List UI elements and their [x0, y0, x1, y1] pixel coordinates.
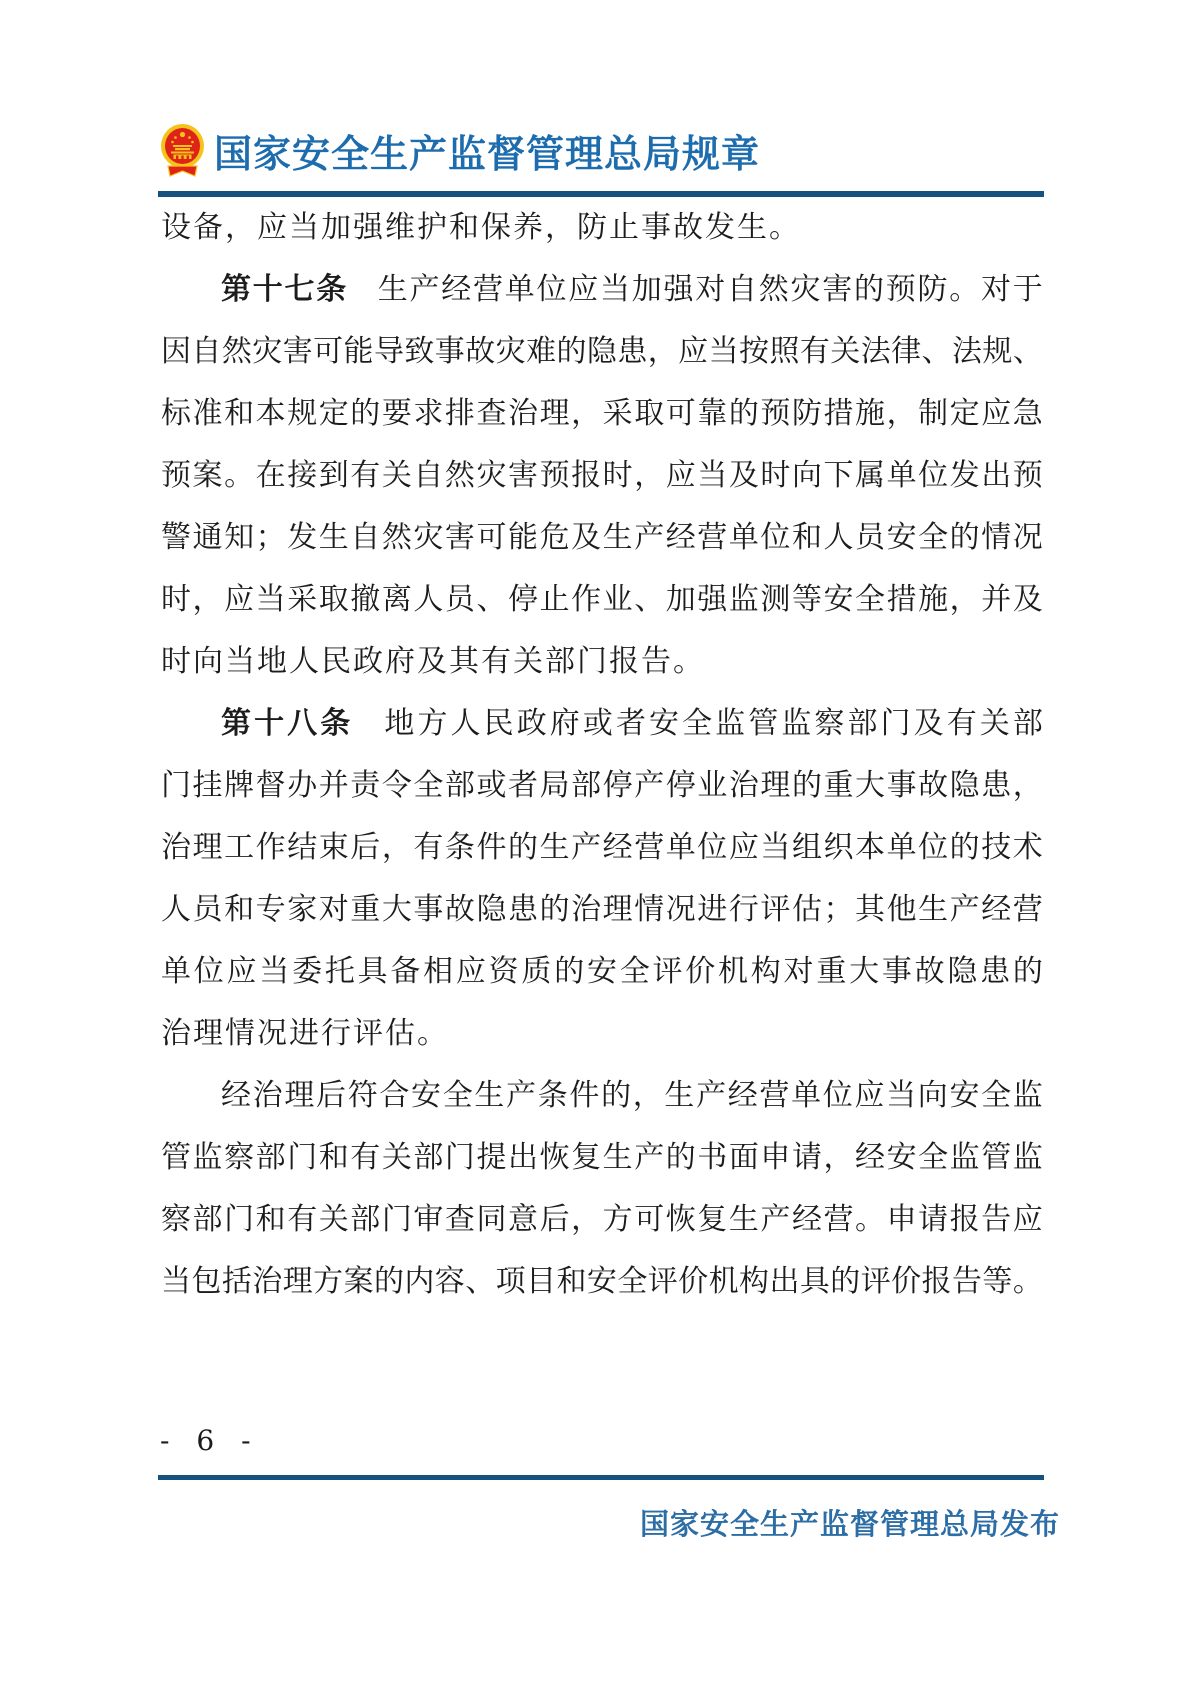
body-line: 察 部 门 和 有 关 部 门 审 查 同 意 后 ， 方 可 恢 复 生 产 经 营 。 申 请 报 告 应 — [161, 1202, 1043, 1237]
body-line: 单 位 应 当 委 托 具 备 相 应 资 质 的 安 全 评 价 机 构 对 重 大 事 故 隐 患 的 — [161, 954, 1043, 989]
page-header — [160, 122, 760, 178]
body-line: 经 治 理 后 符 合 安 全 生 产 条 件 的 ， 生 产 经 营 单 位 应 当 向 安 全 监 — [221, 1078, 1043, 1113]
footer-rule — [158, 1475, 1044, 1480]
body-line: 当 包 括 治 理 方 案 的 内 容 、 项 目 和 安 全 评 价 机 构 出 具 的 评 价 报 告 等 。 — [161, 1264, 1043, 1299]
body-line: 管 监 察 部 门 和 有 关 部 门 提 出 恢 复 生 产 的 书 面 申 请 ， 经 安 全 监 管 监 — [161, 1140, 1043, 1175]
body-line: 设 备 ， 应 当 加 强 维 护 和 保 养 ， 防 止 事 故 发 生 。 — [161, 210, 799, 245]
body-line: 标 准 和 本 规 定 的 要 求 排 查 治 理 ， 采 取 可 靠 的 预 防 措 施 ， 制 定 应 急 — [161, 396, 1043, 431]
body-text — [161, 197, 1043, 1313]
body-line: 治 理 工 作 结 束 后 ， 有 条 件 的 生 产 经 营 单 位 应 当 组 织 本 单 位 的 技 术 — [161, 830, 1043, 865]
body-line: 警 通 知 ； 发 生 自 然 灾 害 可 能 危 及 生 产 经 营 单 位 和 人 员 安 全 的 情 况 — [161, 520, 1043, 555]
body-line: 门 挂 牌 督 办 并 责 令 全 部 或 者 局 部 停 产 停 业 治 理 的 重 大 事 故 隐 患 ， — [161, 768, 1043, 803]
page-number: - 6 - — [160, 1424, 260, 1457]
body-line: 第 十 八 条 地 方 人 民 政 府 或 者 安 全 监 管 监 察 部 门 及 有 关 部 — [221, 706, 1043, 741]
body-line: 治 理 情 况 进 行 评 估 。 — [161, 1016, 447, 1051]
body-line: 时 ， 应 当 采 取 撤 离 人 员 、 停 止 作 业 、 加 强 监 测 等 安 全 措 施 ， 并 及 — [161, 582, 1043, 617]
footer-publisher: 国家安全生产监督管理总局发布 — [639, 1507, 1060, 1541]
body-line: 因 自 然 灾 害 可 能 导 致 事 故 灾 难 的 隐 患 ， 应 当 按 照 有 关 法 律 、 法 规 、 — [161, 334, 1043, 369]
china-national-emblem-icon — [160, 123, 205, 177]
body-line: 时 向 当 地 人 民 政 府 及 其 有 关 部 门 报 告 。 — [161, 644, 703, 679]
page-title: 国家安全生产监督管理总局规章 — [214, 131, 761, 176]
body-line: 预 案 。 在 接 到 有 关 自 然 灾 害 预 报 时 ， 应 当 及 时 向 下 属 单 位 发 出 预 — [161, 458, 1043, 493]
body-line: 人 员 和 专 家 对 重 大 事 故 隐 患 的 治 理 情 况 进 行 评 估 ； 其 他 生 产 经 营 — [161, 892, 1043, 927]
body-line: 第 十 七 条 生 产 经 营 单 位 应 当 加 强 对 自 然 灾 害 的 预 防 。 对 于 — [221, 272, 1043, 307]
